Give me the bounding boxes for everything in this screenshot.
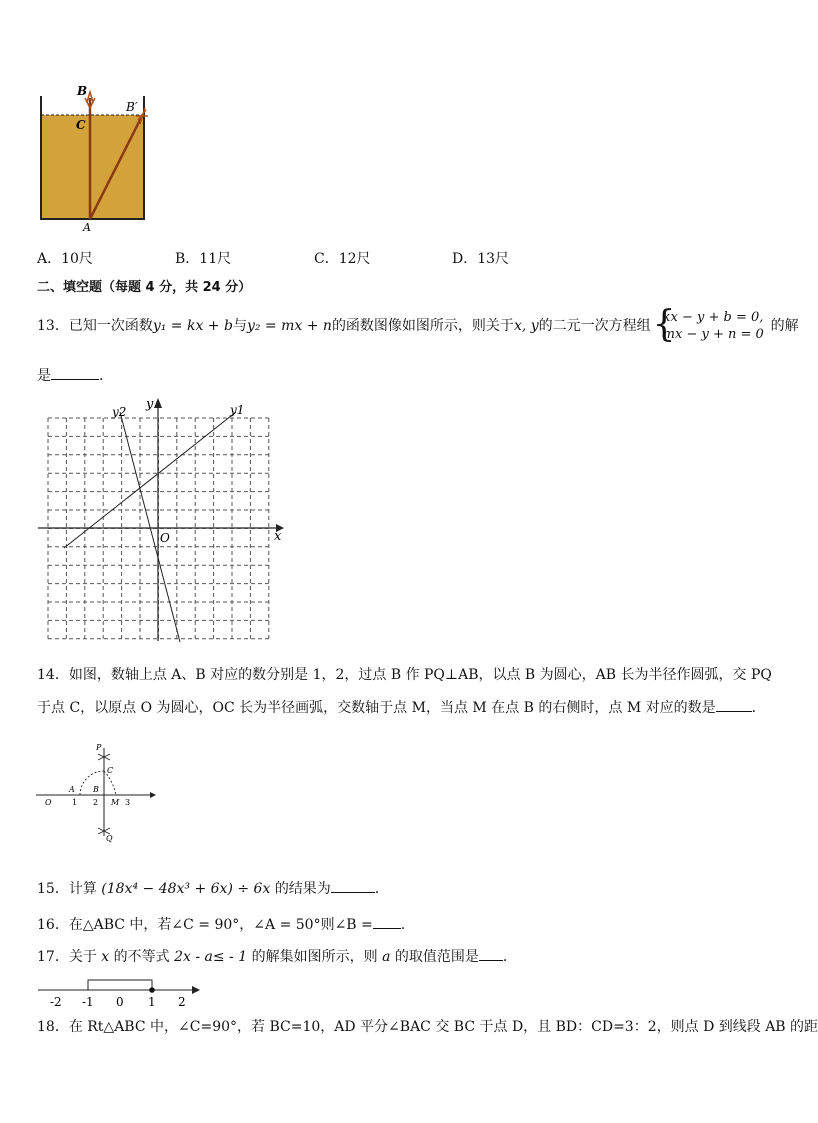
question-13-line1: [37, 306, 799, 346]
question-15: [37, 878, 389, 898]
q14-line2-text: 于点 C，以原点 O 为圆心，OC 长为半径画弧，交数轴于点 M，当点 M 在点 B 的右侧时，点 M 对应的数是: [37, 700, 716, 716]
answer-blank-16[interactable]: [373, 914, 401, 929]
fig14-label-O: O: [45, 798, 52, 807]
nl17-arrow: [192, 986, 200, 994]
section-heading: 二、填空题（每题 4 分，共 24 分）: [37, 280, 252, 295]
inequality-number-line: [34, 974, 204, 1008]
q13-formula-y2: y₂ = mx + n: [246, 318, 332, 334]
q13-vars: x, y: [513, 318, 539, 334]
q13-line2-suffix: ．: [99, 368, 113, 384]
graph-label-x: x: [274, 529, 282, 544]
question-16: [37, 914, 405, 934]
q13-tail: 的解: [770, 318, 799, 334]
q17-mid2: 的解集如图所示，则: [251, 949, 378, 965]
q17-var-a: a: [382, 949, 391, 965]
q15-end: ．: [374, 881, 389, 897]
nl17-tick-m2: -2: [50, 995, 62, 1009]
question-17: [37, 946, 517, 966]
q15-expression: (18x⁴ − 48x³ + 6x) ÷ 6x: [101, 881, 271, 897]
question-14-line2: [37, 697, 766, 717]
question-13-line2: [37, 365, 113, 385]
q13-mid3: 的二元一次方程组: [538, 318, 651, 334]
nl17-tick-m1: -1: [82, 995, 94, 1009]
fig14-label-P: P: [96, 743, 102, 752]
tank-figure: [30, 80, 160, 240]
option-d: D．13尺: [452, 251, 510, 267]
tank-label-C: C: [76, 118, 86, 132]
graph-label-y1: y1: [230, 403, 245, 417]
fig14-tick-1: 1: [72, 798, 78, 807]
tank-label-Bprime: B′: [126, 100, 138, 114]
arc-from-A: [80, 771, 104, 795]
fig14-label-C: C: [107, 766, 114, 775]
system-eq2: mx − y + n = 0: [662, 327, 764, 342]
equation-system: [652, 304, 769, 345]
fig14-label-M: M: [111, 798, 120, 807]
q13-mid2: 的函数图像如图所示，则关于: [331, 318, 514, 334]
q13-text-before: 13．已知一次函数: [37, 318, 153, 334]
answer-blank-17[interactable]: [479, 946, 503, 961]
nl17-tick-2: 2: [178, 995, 186, 1009]
system-eq1: kx − y + b = 0,: [662, 310, 764, 325]
graph-label-y: y: [146, 397, 154, 412]
q15-suffix: 的结果为: [274, 881, 331, 897]
graph-label-y2: y2: [112, 405, 127, 419]
option-b: B．11尺: [175, 251, 232, 267]
fig14-tick-3: 3: [125, 798, 131, 807]
option-a: A．10尺: [37, 251, 93, 267]
number-line-figure: [32, 740, 162, 845]
solution-endpoint: [149, 987, 155, 993]
q13-formula-y1: y₁ = kx + b: [152, 318, 233, 334]
fig14-label-Q: Q: [106, 834, 113, 843]
fig14-tick-2: 2: [93, 798, 99, 807]
q17-prefix: 17．关于: [37, 949, 97, 965]
answer-blank-13[interactable]: [51, 365, 99, 380]
tank-label-A: A: [83, 221, 91, 234]
question-14-line1: 14．如图，数轴上点 A、B 对应的数分别是 1，2，过点 B 作 PQ⊥AB，以点 B 为圆心，AB 长为半径作圆弧，交 PQ: [37, 667, 772, 683]
y-axis-arrow: [154, 398, 162, 408]
graph-label-origin: O: [160, 531, 170, 545]
nl17-tick-1: 1: [148, 995, 156, 1009]
brace-symbol: {: [652, 304, 676, 345]
tank-water: [41, 115, 144, 219]
q17-mid: 的不等式: [113, 949, 170, 965]
function-graph: [36, 396, 286, 646]
q17-suffix: 的取值范围是: [394, 949, 479, 965]
question-18: 18．在 Rt△ABC 中，∠C=90°，若 BC=10，AD 平分∠BAC 交 BC 于点 D，且 BD：CD=3：2，则点 D 到线段 AB 的距: [37, 1019, 818, 1035]
solution-ray: [88, 980, 152, 990]
q15-prefix: 15．计算: [37, 881, 97, 897]
q13-mid1: 与: [232, 318, 247, 334]
line-y2: [120, 412, 180, 642]
option-c: C．12尺: [314, 251, 371, 267]
tank-label-B: B: [77, 84, 88, 98]
answer-blank-14[interactable]: [716, 697, 752, 712]
q16-text: 16．在△ABC 中，若∠C = 90°，∠A = 50°则∠B =: [37, 917, 373, 933]
q13-line2-prefix: 是: [37, 368, 51, 384]
q17-end: ．: [502, 949, 517, 965]
fig14-label-A: A: [69, 785, 75, 794]
q17-inequality: 2x - a≤ - 1: [174, 949, 248, 965]
q17-var-x: x: [101, 949, 110, 965]
answer-blank-15[interactable]: [331, 878, 375, 893]
q16-end: .: [400, 917, 406, 933]
fig14-label-B: B: [93, 785, 99, 794]
numberline-arrow: [150, 792, 156, 798]
nl17-tick-0: 0: [116, 995, 124, 1009]
q14-line2-suffix: ．: [751, 700, 766, 716]
